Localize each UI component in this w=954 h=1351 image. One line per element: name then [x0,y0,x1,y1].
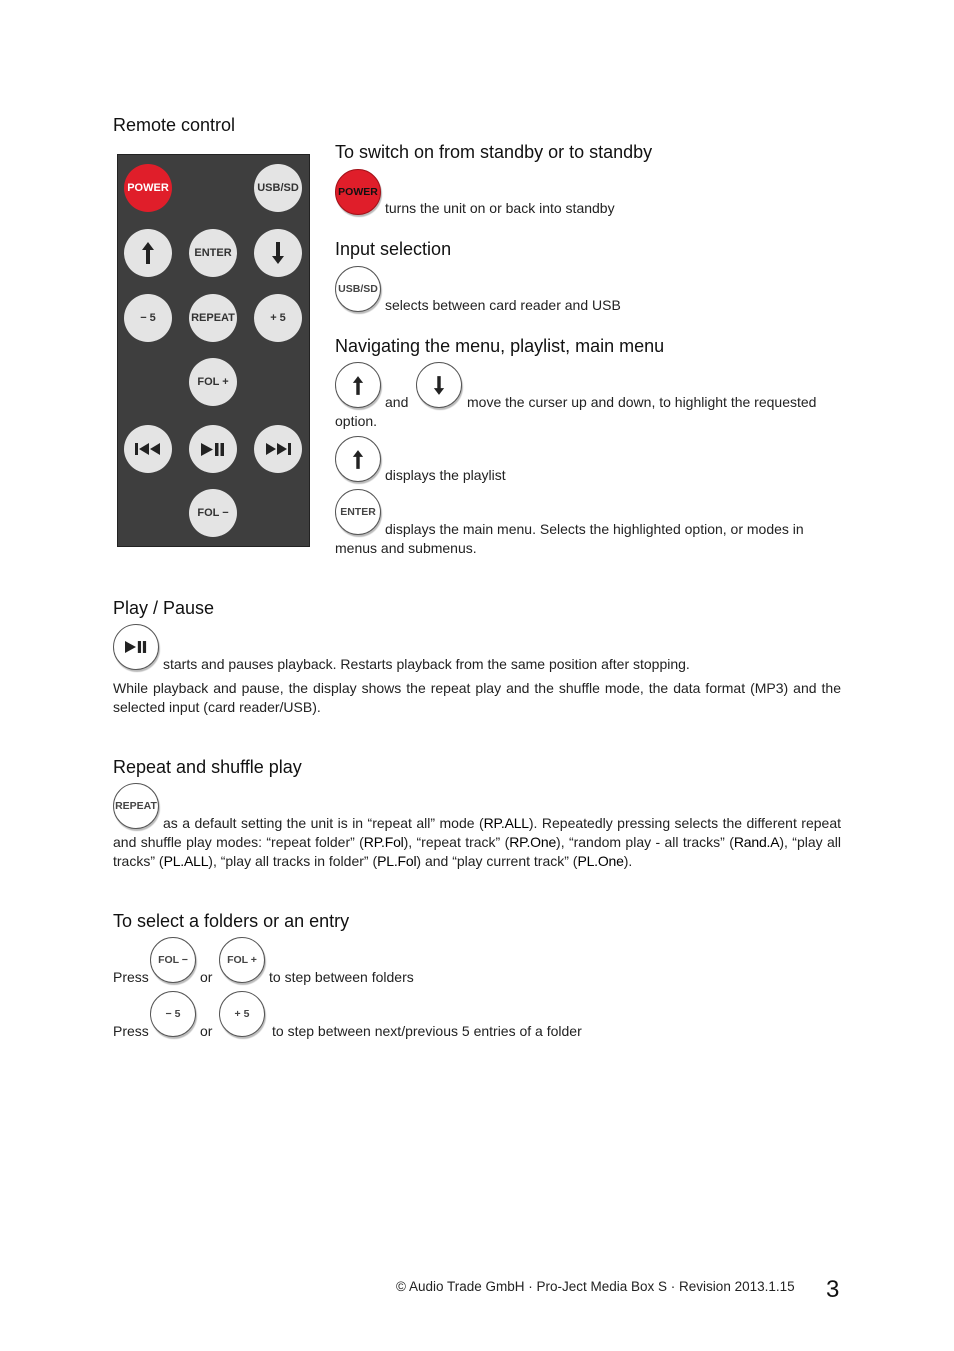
nav-text-1b: option. [335,413,378,429]
folders-text-2: to step between next/previous 5 entries of a folder [272,1023,582,1039]
repeat-text-part: ) and “play current track” ( [416,853,578,869]
folminus-button-icon: FOL − [150,937,196,983]
repeat-text-part: ). Repeatedly pressing selects the different repeat and shuffle play modes: “repeat folder” ( [113,815,841,850]
remote-plus5-button: + 5 [254,294,302,342]
arrow-up-icon [352,450,364,469]
down-arrow-button-icon [416,362,462,408]
remote-next-button [254,425,302,473]
mode-code: Rand.A [733,834,780,850]
or-text-2: or [200,1023,213,1039]
folders-text-1: to step between folders [269,969,414,985]
remote-control-image [117,154,310,547]
arrow-down-icon [271,242,285,264]
mode-code: PL.ALL [163,853,209,869]
skip-next-icon [265,443,291,455]
up-arrow-playlist-button-icon [335,436,381,482]
skip-previous-icon [135,443,161,455]
mode-code: PL.Fol [377,853,417,869]
play-pause-icon [201,443,225,456]
repeat-text-part: ), “play all tracks” ( [113,834,841,869]
remote-playpause-button [189,425,237,473]
power-button-icon: POWER [335,169,381,215]
play-pause-icon [125,641,147,653]
footer-text: © Audio Trade GmbH · Pro-Ject Media Box S · Revision 2013.1.15 [396,1279,795,1294]
usbsd-button-icon: USB/SD [335,266,381,312]
or-text-1: or [200,969,213,985]
minus5-button-icon: − 5 [150,991,196,1037]
mode-code: RP.Fol [363,834,404,850]
nav-and-text: and [385,394,409,410]
nav-text-3 [335,520,837,558]
repeat-text-part: ), “random play - all tracks” ( [556,834,734,850]
repeat-text-part: ), “play all tracks in folder” ( [208,853,378,869]
remote-folminus-button: FOL − [189,489,237,537]
nav-heading: Navigating the menu, playlist, main menu [335,336,665,356]
nav-text-2: displays the playlist [385,467,506,483]
repeat-text-part: ), “repeat track” ( [403,834,510,850]
folplus-button-icon: FOL + [219,937,265,983]
remote-repeat-button: REPEAT [189,294,237,342]
repeat-heading: Repeat and shuffle play [113,757,302,777]
folders-heading: To select a folders or an entry [113,911,350,931]
mode-code: RP.ALL [483,815,529,831]
remote-power-button: POWER [124,164,172,212]
remote-heading: Remote control [113,115,236,135]
remote-up-button [124,229,172,277]
press-text-2: Press [113,1023,149,1039]
standby-heading: To switch on from standby or to standby [335,142,653,162]
standby-text: turns the unit on or back into standby [385,200,615,216]
nav-text-1: move the curser up and down, to highlight the requested [467,394,817,410]
input-text: selects between card reader and USB [385,297,621,313]
enter-button-icon: ENTER [335,489,381,535]
mode-code: PL.One [577,853,624,869]
up-arrow-button-icon [335,362,381,408]
remote-down-button [254,229,302,277]
repeat-text-part: as a default setting the unit is in “repeat all” mode ( [163,815,484,831]
remote-usbsd-button: USB/SD [254,164,302,212]
press-text-1: Press [113,969,149,985]
repeat-button-icon: REPEAT [113,783,159,829]
arrow-up-icon [352,376,364,395]
play-text-1: starts and pauses playback. Restarts playback from the same position after stopping. [163,656,690,672]
repeat-text-part: ). [623,853,633,869]
arrow-up-icon [141,242,155,264]
remote-enter-button: ENTER [189,229,237,277]
arrow-down-icon [433,376,445,395]
repeat-text [113,814,841,871]
nav-text-3-content: displays the main menu. Selects the highlighted option, or modes in menus and submenus. [335,521,804,556]
remote-folplus-button: FOL + [189,358,237,406]
page-number: 3 [826,1276,840,1303]
mode-code: RP.One [509,834,557,850]
remote-minus5-button: − 5 [124,294,172,342]
play-pause-button-icon [113,624,159,670]
play-text-2: While playback and pause, the display shows the repeat play and the shuffle mode, the data format (MP3) and the selected input (card reader/USB). [113,680,841,715]
remote-prev-button [124,425,172,473]
plus5-button-icon: + 5 [219,991,265,1037]
input-heading: Input selection [335,239,452,259]
play-heading: Play / Pause [113,598,215,618]
